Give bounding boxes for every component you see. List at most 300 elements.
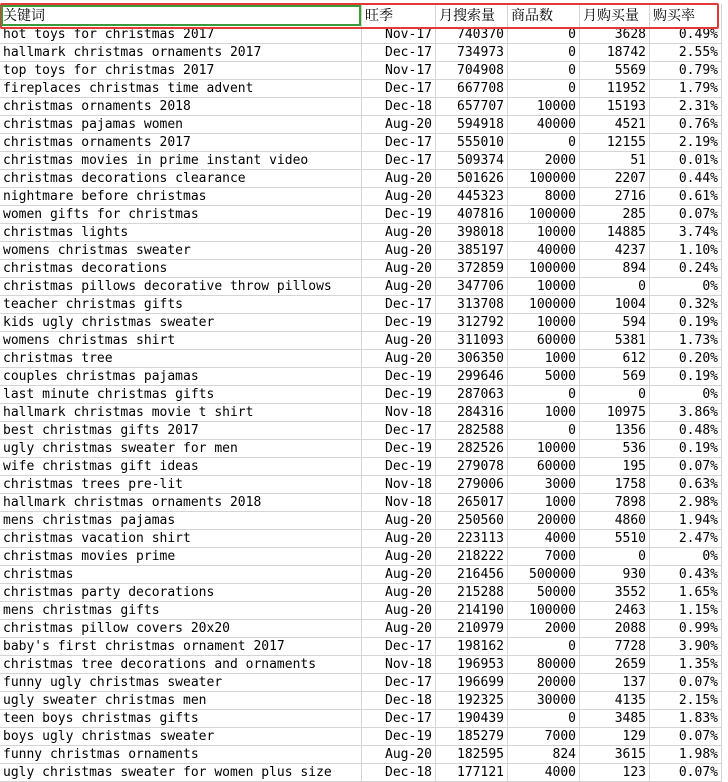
searches-cell[interactable]: 177121 bbox=[436, 764, 508, 782]
products-cell[interactable]: 500000 bbox=[508, 566, 580, 584]
season-cell[interactable]: Nov-18 bbox=[362, 404, 436, 422]
keyword-cell[interactable]: mens christmas gifts bbox=[0, 602, 362, 620]
season-cell[interactable]: Aug-20 bbox=[362, 350, 436, 368]
purchases-cell[interactable]: 10975 bbox=[580, 404, 650, 422]
searches-cell[interactable]: 214190 bbox=[436, 602, 508, 620]
keyword-cell[interactable]: christmas lights bbox=[0, 224, 362, 242]
purchases-cell[interactable]: 0 bbox=[580, 278, 650, 296]
searches-cell[interactable]: 190439 bbox=[436, 710, 508, 728]
purchases-cell[interactable]: 15193 bbox=[580, 98, 650, 116]
header-monthly-purchases[interactable]: 月购买量 bbox=[580, 4, 650, 28]
searches-cell[interactable]: 667708 bbox=[436, 80, 508, 98]
searches-cell[interactable]: 734973 bbox=[436, 44, 508, 62]
searches-cell[interactable]: 216456 bbox=[436, 566, 508, 584]
rate-cell[interactable]: 2.31% bbox=[650, 98, 722, 116]
table-row bbox=[0, 620, 728, 638]
products-cell[interactable]: 20000 bbox=[508, 512, 580, 530]
rate-cell[interactable]: 0.19% bbox=[650, 440, 722, 458]
table-row bbox=[0, 602, 728, 620]
keyword-cell[interactable]: baby's first christmas ornament 2017 bbox=[0, 638, 362, 656]
season-cell[interactable]: Aug-20 bbox=[362, 170, 436, 188]
table-row bbox=[0, 278, 728, 296]
table-row bbox=[0, 260, 728, 278]
rate-cell[interactable]: 2.15% bbox=[650, 692, 722, 710]
season-cell[interactable]: Nov-18 bbox=[362, 656, 436, 674]
products-cell[interactable]: 10000 bbox=[508, 314, 580, 332]
searches-cell[interactable]: 445323 bbox=[436, 188, 508, 206]
rate-cell[interactable]: 0.49% bbox=[650, 26, 722, 44]
table-row bbox=[0, 98, 728, 116]
rate-cell[interactable]: 0.07% bbox=[650, 458, 722, 476]
products-cell[interactable]: 0 bbox=[508, 80, 580, 98]
rate-cell[interactable]: 1.10% bbox=[650, 242, 722, 260]
table-row bbox=[0, 422, 728, 440]
season-cell[interactable]: Aug-20 bbox=[362, 188, 436, 206]
purchases-cell[interactable]: 5381 bbox=[580, 332, 650, 350]
table-row bbox=[0, 386, 728, 404]
purchases-cell[interactable]: 0 bbox=[580, 548, 650, 566]
rate-cell[interactable]: 1.83% bbox=[650, 710, 722, 728]
searches-cell[interactable]: 265017 bbox=[436, 494, 508, 512]
products-cell[interactable]: 30000 bbox=[508, 692, 580, 710]
season-cell[interactable]: Aug-20 bbox=[362, 332, 436, 350]
rate-cell[interactable]: 0% bbox=[650, 278, 722, 296]
purchases-cell[interactable]: 4135 bbox=[580, 692, 650, 710]
rate-cell[interactable]: 3.74% bbox=[650, 224, 722, 242]
keyword-cell[interactable]: funny christmas ornaments bbox=[0, 746, 362, 764]
purchases-cell[interactable]: 7898 bbox=[580, 494, 650, 512]
purchases-cell[interactable]: 612 bbox=[580, 350, 650, 368]
purchases-cell[interactable]: 51 bbox=[580, 152, 650, 170]
searches-cell[interactable]: 501626 bbox=[436, 170, 508, 188]
keyword-cell[interactable]: christmas movies in prime instant video bbox=[0, 152, 362, 170]
table-row bbox=[0, 440, 728, 458]
keyword-cell[interactable]: hallmark christmas ornaments 2017 bbox=[0, 44, 362, 62]
table-row bbox=[0, 710, 728, 728]
keyword-cell[interactable]: christmas party decorations bbox=[0, 584, 362, 602]
products-cell[interactable]: 100000 bbox=[508, 602, 580, 620]
searches-cell[interactable]: 407816 bbox=[436, 206, 508, 224]
searches-cell[interactable]: 215288 bbox=[436, 584, 508, 602]
table-row bbox=[0, 80, 728, 98]
rate-cell[interactable]: 0.99% bbox=[650, 620, 722, 638]
rate-cell[interactable]: 0% bbox=[650, 386, 722, 404]
keyword-cell[interactable]: couples christmas pajamas bbox=[0, 368, 362, 386]
season-cell[interactable]: Dec-17 bbox=[362, 710, 436, 728]
keyword-cell[interactable]: womens christmas sweater bbox=[0, 242, 362, 260]
season-cell[interactable]: Dec-17 bbox=[362, 296, 436, 314]
keyword-cell[interactable]: wife christmas gift ideas bbox=[0, 458, 362, 476]
season-cell[interactable]: Aug-20 bbox=[362, 548, 436, 566]
rate-cell[interactable]: 0.19% bbox=[650, 368, 722, 386]
searches-cell[interactable]: 210979 bbox=[436, 620, 508, 638]
table-row bbox=[0, 764, 728, 782]
rate-cell[interactable]: 3.86% bbox=[650, 404, 722, 422]
table-row bbox=[0, 62, 728, 80]
season-cell[interactable]: Aug-20 bbox=[362, 530, 436, 548]
table-row bbox=[0, 188, 728, 206]
header-monthly-searches[interactable]: 月搜索量 bbox=[436, 4, 508, 28]
season-cell[interactable]: Dec-19 bbox=[362, 386, 436, 404]
rate-cell[interactable]: 1.15% bbox=[650, 602, 722, 620]
products-cell[interactable]: 1000 bbox=[508, 404, 580, 422]
header-product-count[interactable]: 商品数 bbox=[508, 4, 580, 28]
searches-cell[interactable]: 313708 bbox=[436, 296, 508, 314]
table-row bbox=[0, 656, 728, 674]
purchases-cell[interactable]: 1004 bbox=[580, 296, 650, 314]
rate-cell[interactable]: 1.94% bbox=[650, 512, 722, 530]
keyword-cell[interactable]: funny ugly christmas sweater bbox=[0, 674, 362, 692]
purchases-cell[interactable]: 7728 bbox=[580, 638, 650, 656]
rate-cell[interactable]: 1.65% bbox=[650, 584, 722, 602]
rate-cell[interactable]: 0.24% bbox=[650, 260, 722, 278]
keyword-cell[interactable]: boys ugly christmas sweater bbox=[0, 728, 362, 746]
keyword-cell[interactable]: christmas decorations bbox=[0, 260, 362, 278]
season-cell[interactable]: Aug-20 bbox=[362, 116, 436, 134]
keyword-cell[interactable]: hot toys for christmas 2017 bbox=[0, 26, 362, 44]
keyword-cell[interactable]: women gifts for christmas bbox=[0, 206, 362, 224]
table-row bbox=[0, 314, 728, 332]
searches-cell[interactable]: 347706 bbox=[436, 278, 508, 296]
products-cell[interactable]: 8000 bbox=[508, 188, 580, 206]
purchases-cell[interactable]: 1758 bbox=[580, 476, 650, 494]
table-row bbox=[0, 44, 728, 62]
table-row bbox=[0, 494, 728, 512]
keyword-cell[interactable]: christmas bbox=[0, 566, 362, 584]
purchases-cell[interactable]: 195 bbox=[580, 458, 650, 476]
keyword-cell[interactable]: top toys for christmas 2017 bbox=[0, 62, 362, 80]
products-cell[interactable]: 40000 bbox=[508, 116, 580, 134]
season-cell[interactable]: Dec-17 bbox=[362, 134, 436, 152]
rate-cell[interactable]: 0.07% bbox=[650, 764, 722, 782]
keyword-cell[interactable]: christmas pillows decorative throw pillows bbox=[0, 278, 362, 296]
rate-cell[interactable]: 0.43% bbox=[650, 566, 722, 584]
keyword-cell[interactable]: christmas ornaments 2018 bbox=[0, 98, 362, 116]
searches-cell[interactable]: 284316 bbox=[436, 404, 508, 422]
searches-cell[interactable]: 282526 bbox=[436, 440, 508, 458]
purchases-cell[interactable]: 2659 bbox=[580, 656, 650, 674]
searches-cell[interactable]: 196699 bbox=[436, 674, 508, 692]
purchases-cell[interactable]: 18742 bbox=[580, 44, 650, 62]
keyword-cell[interactable]: last minute christmas gifts bbox=[0, 386, 362, 404]
products-cell[interactable]: 0 bbox=[508, 710, 580, 728]
table-row bbox=[0, 566, 728, 584]
keyword-cell[interactable]: ugly christmas sweater for women plus size bbox=[0, 764, 362, 782]
header-purchase-rate[interactable]: 购买率 bbox=[650, 4, 722, 28]
keyword-cell[interactable]: teacher christmas gifts bbox=[0, 296, 362, 314]
table-row bbox=[0, 404, 728, 422]
products-cell[interactable]: 2000 bbox=[508, 152, 580, 170]
searches-cell[interactable]: 398018 bbox=[436, 224, 508, 242]
season-cell[interactable]: Dec-19 bbox=[362, 206, 436, 224]
purchases-cell[interactable]: 3485 bbox=[580, 710, 650, 728]
searches-cell[interactable]: 594918 bbox=[436, 116, 508, 134]
searches-cell[interactable]: 198162 bbox=[436, 638, 508, 656]
table-row bbox=[0, 368, 728, 386]
rate-cell[interactable]: 2.19% bbox=[650, 134, 722, 152]
rate-cell[interactable]: 0.79% bbox=[650, 62, 722, 80]
products-cell[interactable]: 0 bbox=[508, 638, 580, 656]
season-cell[interactable]: Nov-17 bbox=[362, 26, 436, 44]
table-row bbox=[0, 296, 728, 314]
season-cell[interactable]: Dec-17 bbox=[362, 44, 436, 62]
keyword-cell[interactable]: hallmark christmas movie t shirt bbox=[0, 404, 362, 422]
products-cell[interactable]: 824 bbox=[508, 746, 580, 764]
rate-cell[interactable]: 0.48% bbox=[650, 422, 722, 440]
season-cell[interactable]: Dec-19 bbox=[362, 458, 436, 476]
table-row bbox=[0, 746, 728, 764]
purchases-cell[interactable]: 1356 bbox=[580, 422, 650, 440]
purchases-cell[interactable]: 2088 bbox=[580, 620, 650, 638]
searches-cell[interactable]: 282588 bbox=[436, 422, 508, 440]
searches-cell[interactable]: 740370 bbox=[436, 26, 508, 44]
rate-cell[interactable]: 0.07% bbox=[650, 674, 722, 692]
products-cell[interactable]: 1000 bbox=[508, 350, 580, 368]
keyword-cell[interactable]: christmas movies prime bbox=[0, 548, 362, 566]
season-cell[interactable]: Aug-20 bbox=[362, 512, 436, 530]
table-row bbox=[0, 458, 728, 476]
purchases-cell[interactable]: 129 bbox=[580, 728, 650, 746]
table-row bbox=[0, 134, 728, 152]
header-row bbox=[0, 4, 728, 22]
rate-cell[interactable]: 0.20% bbox=[650, 350, 722, 368]
keyword-cell[interactable]: christmas tree bbox=[0, 350, 362, 368]
products-cell[interactable]: 5000 bbox=[508, 368, 580, 386]
products-cell[interactable]: 50000 bbox=[508, 584, 580, 602]
keyword-cell[interactable]: christmas trees pre-lit bbox=[0, 476, 362, 494]
season-cell[interactable]: Dec-17 bbox=[362, 422, 436, 440]
rate-cell[interactable]: 1.98% bbox=[650, 746, 722, 764]
purchases-cell[interactable]: 4237 bbox=[580, 242, 650, 260]
season-cell[interactable]: Dec-17 bbox=[362, 638, 436, 656]
searches-cell[interactable]: 287063 bbox=[436, 386, 508, 404]
searches-cell[interactable]: 312792 bbox=[436, 314, 508, 332]
purchases-cell[interactable]: 2207 bbox=[580, 170, 650, 188]
purchases-cell[interactable]: 536 bbox=[580, 440, 650, 458]
season-cell[interactable]: Nov-17 bbox=[362, 62, 436, 80]
purchases-cell[interactable]: 569 bbox=[580, 368, 650, 386]
keyword-cell[interactable]: ugly sweater christmas men bbox=[0, 692, 362, 710]
products-cell[interactable]: 10000 bbox=[508, 224, 580, 242]
keyword-cell[interactable]: mens christmas pajamas bbox=[0, 512, 362, 530]
table-row bbox=[0, 512, 728, 530]
purchases-cell[interactable]: 2463 bbox=[580, 602, 650, 620]
keyword-cell[interactable]: nightmare before christmas bbox=[0, 188, 362, 206]
searches-cell[interactable]: 385197 bbox=[436, 242, 508, 260]
rate-cell[interactable]: 1.73% bbox=[650, 332, 722, 350]
products-cell[interactable]: 0 bbox=[508, 26, 580, 44]
searches-cell[interactable]: 555010 bbox=[436, 134, 508, 152]
table-row bbox=[0, 728, 728, 746]
searches-cell[interactable]: 250560 bbox=[436, 512, 508, 530]
rate-cell[interactable]: 0.76% bbox=[650, 116, 722, 134]
table-row bbox=[0, 638, 728, 656]
season-cell[interactable]: Dec-19 bbox=[362, 440, 436, 458]
table-row bbox=[0, 224, 728, 242]
products-cell[interactable]: 2000 bbox=[508, 620, 580, 638]
products-cell[interactable]: 0 bbox=[508, 386, 580, 404]
products-cell[interactable]: 100000 bbox=[508, 260, 580, 278]
header-keyword[interactable]: 关键词 bbox=[0, 4, 362, 28]
table-row bbox=[0, 116, 728, 134]
season-cell[interactable]: Aug-20 bbox=[362, 278, 436, 296]
table-row bbox=[0, 584, 728, 602]
products-cell[interactable]: 80000 bbox=[508, 656, 580, 674]
purchases-cell[interactable]: 285 bbox=[580, 206, 650, 224]
table-row bbox=[0, 26, 728, 44]
keyword-cell[interactable]: ugly christmas sweater for men bbox=[0, 440, 362, 458]
keyword-cell[interactable]: christmas tree decorations and ornaments bbox=[0, 656, 362, 674]
table-row bbox=[0, 242, 728, 260]
purchases-cell[interactable]: 137 bbox=[580, 674, 650, 692]
keyword-cell[interactable]: teen boys christmas gifts bbox=[0, 710, 362, 728]
searches-cell[interactable]: 185279 bbox=[436, 728, 508, 746]
products-cell[interactable]: 100000 bbox=[508, 206, 580, 224]
products-cell[interactable]: 20000 bbox=[508, 674, 580, 692]
rate-cell[interactable]: 0.44% bbox=[650, 170, 722, 188]
purchases-cell[interactable]: 3628 bbox=[580, 26, 650, 44]
purchases-cell[interactable]: 11952 bbox=[580, 80, 650, 98]
searches-cell[interactable]: 509374 bbox=[436, 152, 508, 170]
season-cell[interactable]: Nov-18 bbox=[362, 476, 436, 494]
keyword-cell[interactable]: womens christmas shirt bbox=[0, 332, 362, 350]
rate-cell[interactable]: 3.90% bbox=[650, 638, 722, 656]
products-cell[interactable]: 4000 bbox=[508, 530, 580, 548]
table-row bbox=[0, 674, 728, 692]
keyword-cell[interactable]: fireplaces christmas time advent bbox=[0, 80, 362, 98]
products-cell[interactable]: 40000 bbox=[508, 242, 580, 260]
header-peak-season[interactable]: 旺季 bbox=[362, 4, 436, 28]
purchases-cell[interactable]: 5569 bbox=[580, 62, 650, 80]
purchases-cell[interactable]: 594 bbox=[580, 314, 650, 332]
season-cell[interactable]: Aug-20 bbox=[362, 602, 436, 620]
products-cell[interactable]: 100000 bbox=[508, 170, 580, 188]
searches-cell[interactable]: 704908 bbox=[436, 62, 508, 80]
products-cell[interactable]: 10000 bbox=[508, 440, 580, 458]
table-row bbox=[0, 332, 728, 350]
season-cell[interactable]: Dec-18 bbox=[362, 764, 436, 782]
searches-cell[interactable]: 279006 bbox=[436, 476, 508, 494]
products-cell[interactable]: 0 bbox=[508, 134, 580, 152]
rate-cell[interactable]: 0.07% bbox=[650, 728, 722, 746]
season-cell[interactable]: Aug-20 bbox=[362, 746, 436, 764]
season-cell[interactable]: Nov-18 bbox=[362, 494, 436, 512]
searches-cell[interactable]: 311093 bbox=[436, 332, 508, 350]
keyword-cell[interactable]: best christmas gifts 2017 bbox=[0, 422, 362, 440]
rate-cell[interactable]: 0.19% bbox=[650, 314, 722, 332]
rate-cell[interactable]: 2.47% bbox=[650, 530, 722, 548]
products-cell[interactable]: 7000 bbox=[508, 548, 580, 566]
keyword-cell[interactable]: hallmark christmas ornaments 2018 bbox=[0, 494, 362, 512]
purchases-cell[interactable]: 4521 bbox=[580, 116, 650, 134]
purchases-cell[interactable]: 12155 bbox=[580, 134, 650, 152]
table-row bbox=[0, 206, 728, 224]
products-cell[interactable]: 10000 bbox=[508, 278, 580, 296]
products-cell[interactable]: 7000 bbox=[508, 728, 580, 746]
purchases-cell[interactable]: 123 bbox=[580, 764, 650, 782]
searches-cell[interactable]: 306350 bbox=[436, 350, 508, 368]
purchases-cell[interactable]: 5510 bbox=[580, 530, 650, 548]
products-cell[interactable]: 0 bbox=[508, 62, 580, 80]
keyword-cell[interactable]: christmas decorations clearance bbox=[0, 170, 362, 188]
table-row bbox=[0, 350, 728, 368]
rate-cell[interactable]: 0.32% bbox=[650, 296, 722, 314]
season-cell[interactable]: Aug-20 bbox=[362, 584, 436, 602]
table-row bbox=[0, 152, 728, 170]
season-cell[interactable]: Aug-20 bbox=[362, 224, 436, 242]
purchases-cell[interactable]: 930 bbox=[580, 566, 650, 584]
products-cell[interactable]: 100000 bbox=[508, 296, 580, 314]
searches-cell[interactable]: 196953 bbox=[436, 656, 508, 674]
keyword-cell[interactable]: christmas pillow covers 20x20 bbox=[0, 620, 362, 638]
products-cell[interactable]: 60000 bbox=[508, 458, 580, 476]
searches-cell[interactable]: 372859 bbox=[436, 260, 508, 278]
rate-cell[interactable]: 0.63% bbox=[650, 476, 722, 494]
table-row bbox=[0, 692, 728, 710]
purchases-cell[interactable]: 4860 bbox=[580, 512, 650, 530]
searches-cell[interactable]: 218222 bbox=[436, 548, 508, 566]
rate-cell[interactable]: 0.01% bbox=[650, 152, 722, 170]
products-cell[interactable]: 3000 bbox=[508, 476, 580, 494]
season-cell[interactable]: Dec-18 bbox=[362, 98, 436, 116]
season-cell[interactable]: Aug-20 bbox=[362, 566, 436, 584]
keyword-cell[interactable]: christmas vacation shirt bbox=[0, 530, 362, 548]
searches-cell[interactable]: 299646 bbox=[436, 368, 508, 386]
searches-cell[interactable]: 182595 bbox=[436, 746, 508, 764]
searches-cell[interactable]: 192325 bbox=[436, 692, 508, 710]
searches-cell[interactable]: 279078 bbox=[436, 458, 508, 476]
season-cell[interactable]: Dec-17 bbox=[362, 152, 436, 170]
season-cell[interactable]: Aug-20 bbox=[362, 620, 436, 638]
products-cell[interactable]: 4000 bbox=[508, 764, 580, 782]
products-cell[interactable]: 60000 bbox=[508, 332, 580, 350]
rate-cell[interactable]: 0% bbox=[650, 548, 722, 566]
table-row bbox=[0, 170, 728, 188]
rate-cell[interactable]: 0.61% bbox=[650, 188, 722, 206]
rate-cell[interactable]: 1.79% bbox=[650, 80, 722, 98]
keyword-cell[interactable]: kids ugly christmas sweater bbox=[0, 314, 362, 332]
purchases-cell[interactable]: 14885 bbox=[580, 224, 650, 242]
purchases-cell[interactable]: 0 bbox=[580, 386, 650, 404]
season-cell[interactable]: Dec-19 bbox=[362, 314, 436, 332]
rate-cell[interactable]: 2.98% bbox=[650, 494, 722, 512]
season-cell[interactable]: Dec-17 bbox=[362, 80, 436, 98]
season-cell[interactable]: Aug-20 bbox=[362, 242, 436, 260]
season-cell[interactable]: Dec-19 bbox=[362, 728, 436, 746]
rate-cell[interactable]: 0.07% bbox=[650, 206, 722, 224]
rate-cell[interactable]: 1.35% bbox=[650, 656, 722, 674]
purchases-cell[interactable]: 3552 bbox=[580, 584, 650, 602]
purchases-cell[interactable]: 3615 bbox=[580, 746, 650, 764]
products-cell[interactable]: 1000 bbox=[508, 494, 580, 512]
season-cell[interactable]: Dec-19 bbox=[362, 368, 436, 386]
purchases-cell[interactable]: 2716 bbox=[580, 188, 650, 206]
searches-cell[interactable]: 657707 bbox=[436, 98, 508, 116]
table-row bbox=[0, 530, 728, 548]
season-cell[interactable]: Aug-20 bbox=[362, 260, 436, 278]
keyword-cell[interactable]: christmas ornaments 2017 bbox=[0, 134, 362, 152]
table-row bbox=[0, 548, 728, 566]
purchases-cell[interactable]: 894 bbox=[580, 260, 650, 278]
products-cell[interactable]: 0 bbox=[508, 422, 580, 440]
products-cell[interactable]: 10000 bbox=[508, 98, 580, 116]
rate-cell[interactable]: 2.55% bbox=[650, 44, 722, 62]
products-cell[interactable]: 0 bbox=[508, 44, 580, 62]
season-cell[interactable]: Dec-17 bbox=[362, 674, 436, 692]
season-cell[interactable]: Dec-18 bbox=[362, 692, 436, 710]
searches-cell[interactable]: 223113 bbox=[436, 530, 508, 548]
keyword-cell[interactable]: christmas pajamas women bbox=[0, 116, 362, 134]
